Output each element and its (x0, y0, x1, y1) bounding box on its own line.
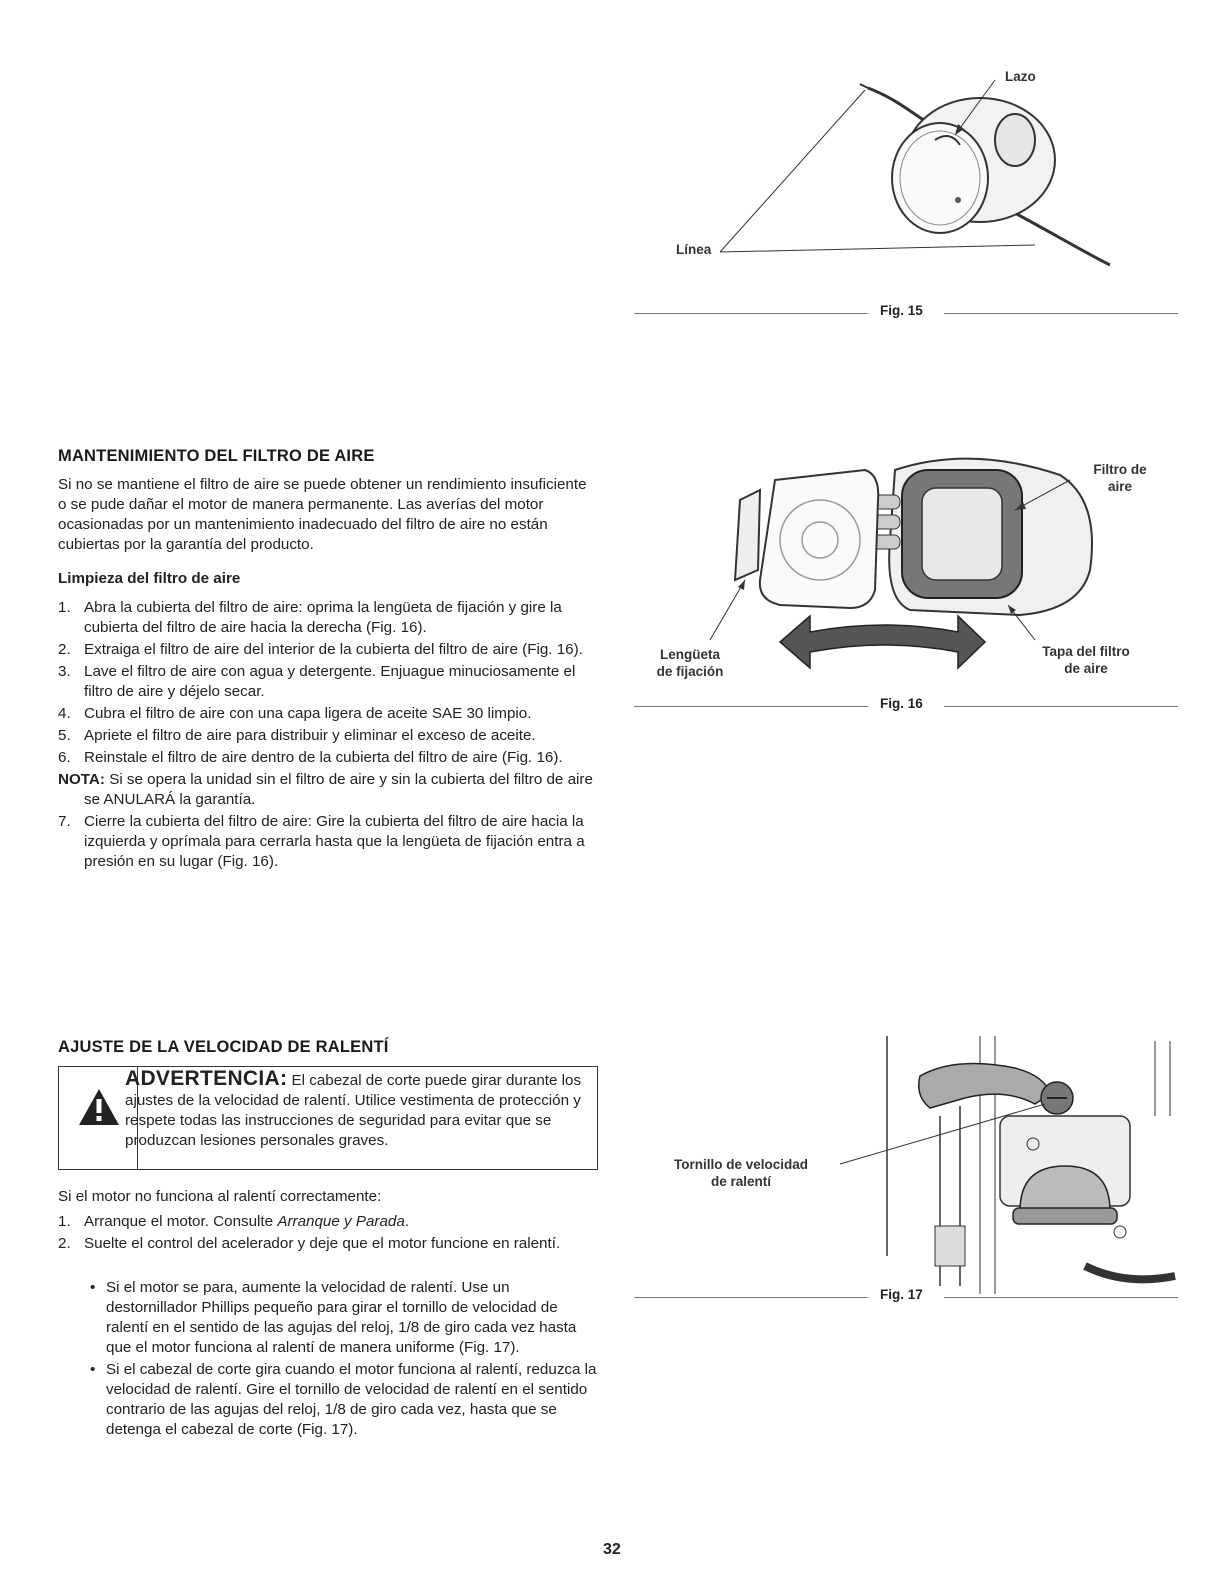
page-number: 32 (603, 1541, 621, 1558)
fig15-label-lazo: Lazo (1005, 69, 1036, 84)
list-item: 7. Cierre la cubierta del filtro de aire: Gire la cubierta del filtro de aire hacia la izquierda y oprímala para cerrarla hasta que la lengüeta de fijación entra a presión en su lugar (Fig. 16). (58, 813, 585, 870)
warning-title: ADVERTENCIA: (125, 1067, 288, 1090)
section-air-filter-title: MANTENIMIENTO DEL FILTRO DE AIRE (58, 447, 375, 465)
air-filter-subheading: Limpieza del filtro de aire (58, 570, 241, 587)
fig15-trimmer-head-illustration (640, 60, 1180, 290)
fig16-caption: Fig. 16 (880, 696, 923, 711)
fig16-label-lenguteta: Lengüeta de fijación (656, 647, 724, 679)
warning-box (58, 1066, 598, 1170)
fig17-rule-left (634, 1297, 868, 1298)
fig15-rule-left (634, 313, 868, 314)
list-item: 6. Reinstale el filtro de aire dentro de la cubierta del filtro de aire (Fig. 16). (58, 749, 563, 766)
fig17-carburetor-illustration (885, 1036, 1185, 1296)
idle-bullets (84, 1278, 598, 1442)
list-item: 2. Suelte el control del acelerador y deje que el motor funcione en ralentí. (58, 1235, 561, 1252)
list-item: 4. Cubra el filtro de aire con una capa ligera de aceite SAE 30 limpio. (58, 705, 532, 722)
fig17-caption: Fig. 17 (880, 1287, 923, 1302)
fig16-rule-left (634, 706, 868, 707)
fig16-label-filtro: Filtro de aire (1093, 462, 1147, 494)
fig16-label-tapa: Tapa del filtro de aire (1042, 644, 1130, 676)
fig16-rule-right (944, 706, 1178, 707)
list-item: • Si el motor se para, aumente la velocidad de ralentí. Use un destornillador Phillips pequeño para girar el tornillo de velocidad de ralentí en el sentido de las agujas del reloj, 1/8 de giro cada vez hasta que el motor funciona al ralentí de manera uniforme (Fig. 17). (90, 1279, 577, 1356)
fig17-rule-right (944, 1297, 1178, 1298)
fig15-caption: Fig. 15 (880, 303, 923, 318)
warning-triangle-icon (77, 1087, 121, 1127)
list-item: 2. Extraiga el filtro de aire del interior de la cubierta del filtro de aire (Fig. 16). (58, 641, 583, 658)
list-item: 1. Abra la cubierta del filtro de aire: oprima la lengüeta de fijación y gire la cubierta del filtro de aire hacia la derecha (Fig. 16). (58, 599, 562, 636)
idle-intro: Si el motor no funciona al ralentí correctamente: (58, 1188, 382, 1205)
idle-steps (58, 1212, 598, 1256)
list-item: • Si el cabezal de corte gira cuando el motor funciona al ralentí, reduzca la velocidad de ralentí. Gire el tornillo de velocidad de ralentí en el sentido contrario de las agujas del reloj, 1/8 de giro cada vez, hasta que se detenga el cabezal de corte (Fig. 17). (90, 1361, 597, 1438)
section-idle-speed-title: AJUSTE DE LA VELOCIDAD DE RALENTÍ (58, 1038, 389, 1056)
fig17-label-tornillo: Tornillo de velocidad de ralentí (673, 1157, 809, 1189)
list-item: 3. Lave el filtro de aire con agua y detergente. Enjuague minuciosamente el filtro de aire y déjelo secar. (58, 663, 576, 700)
warning-text: ADVERTENCIA: El cabezal de corte puede girar durante los ajustes de la velocidad de ralentí. Utilice vestimenta de protección y respete todas las instrucciones de seguridad para evitar que se produzcan lesiones personales graves. (125, 1067, 582, 1149)
list-item: 5. Apriete el filtro de aire para distribuir y eliminar el exceso de aceite. (58, 727, 536, 744)
fig15-rule-right (944, 313, 1178, 314)
list-item: 1. Arranque el motor. Consulte Arranque y Parada. (58, 1213, 410, 1230)
air-filter-intro: Si no se mantiene el filtro de aire se puede obtener un rendimiento insuficiente o se pude dañar el motor de manera permanente. Las averías del motor ocasionadas por un mantenimiento inadecuado del filtro de aire no están cubiertas por la garantía del producto. (58, 476, 587, 553)
air-filter-steps (58, 598, 602, 874)
fig15-label-linea: Línea (676, 242, 712, 257)
warranty-note: NOTA: Si se opera la unidad sin el filtro de aire y sin la cubierta del filtro de aire se ANULARÁ la garantía. (58, 771, 593, 808)
